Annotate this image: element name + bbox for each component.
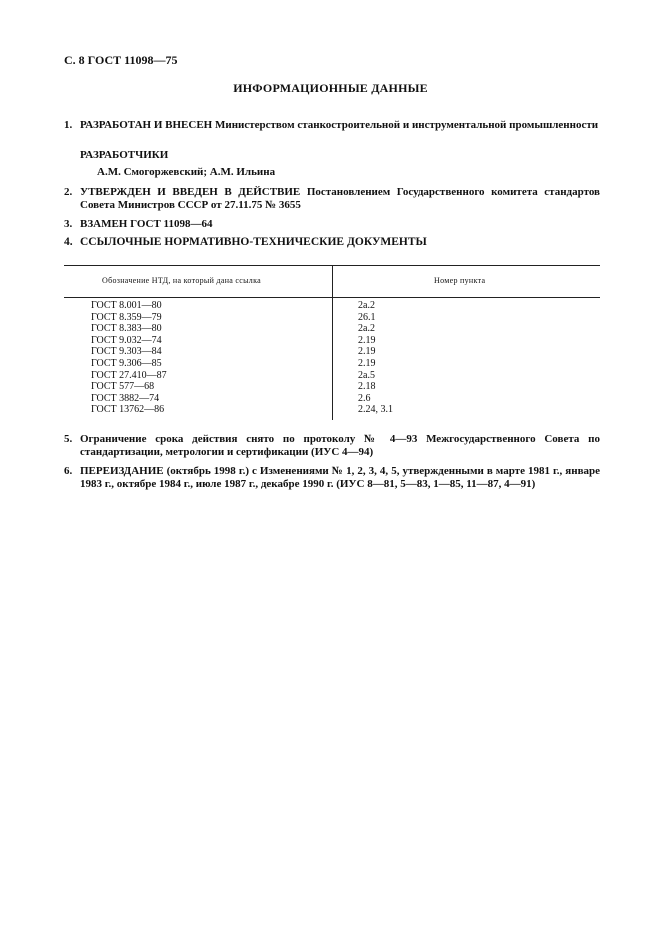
reference-doc: ГОСТ 577—68 — [91, 381, 155, 393]
reference-doc: ГОСТ 8.001—80 — [91, 300, 162, 311]
document-title: ИНФОРМАЦИОННЫЕ ДАННЫЕ — [233, 81, 428, 95]
reference-doc: ГОСТ 3882—74 — [91, 392, 160, 404]
item-number: 5. — [64, 433, 73, 445]
developers-heading: РАЗРАБОТЧИКИ — [80, 149, 169, 161]
reference-doc: ГОСТ 8.359—79 — [91, 311, 162, 323]
table-row — [64, 381, 600, 393]
reference-doc: ГОСТ 8.383—80 — [91, 323, 162, 335]
clause-number: 2а.2 — [358, 300, 375, 311]
clause-number: 2.19 — [358, 346, 376, 358]
item-lead: РАЗРАБОТАН И ВНЕСЕН — [80, 119, 213, 131]
table-row — [64, 335, 600, 347]
item-number: 6. — [64, 465, 73, 477]
info-item-2 — [64, 186, 600, 212]
clause-number: 2.18 — [358, 381, 376, 393]
table-row — [64, 358, 600, 370]
clause-number: 2.6 — [358, 392, 371, 404]
page-header: С. 8 ГОСТ 11098—75 — [64, 53, 178, 67]
clause-number: 2а.5 — [358, 369, 375, 381]
item-number: 2. — [64, 186, 73, 198]
reference-doc: ГОСТ 9.032—74 — [91, 334, 162, 346]
table-row — [64, 300, 600, 312]
info-item-3 — [64, 218, 600, 231]
table-row — [64, 346, 600, 358]
developers-list: А.М. Смогоржевский; А.М. Ильина — [97, 166, 276, 178]
item-lead: ВЗАМЕН ГОСТ 11098—64 — [80, 218, 213, 230]
item-text: Министерством станкостроительной и инструментальной промышленности — [214, 119, 599, 131]
item-lead: ПЕРЕИЗДАНИЕ — [80, 465, 164, 477]
table-header-clause: Номер пункта — [434, 276, 486, 285]
item-text: (октябрь 1998 г.) с Изменениями № 1, 2, 3, 4, 5, утвержденными в марте 1981 г., январе 1983 г., октябре 1984 г., июле 1987 г., декабре 1990 г. (ИУС 8—81, 5—83, 1—85, 11—87, 4—91) — [80, 465, 601, 490]
item-lead: УТВЕРЖДЕН И ВВЕДЕН В ДЕЙСТВИЕ — [80, 186, 301, 198]
clause-number: 2.19 — [358, 357, 376, 369]
table-row — [64, 370, 600, 382]
references-table — [64, 265, 600, 425]
table-row — [64, 404, 600, 416]
clause-number: 2.19 — [358, 334, 376, 346]
info-item-6 — [64, 465, 600, 491]
reference-doc: ГОСТ 9.306—85 — [91, 357, 162, 369]
clause-number: 26.1 — [358, 311, 376, 323]
info-item-1 — [64, 119, 600, 132]
reference-doc: ГОСТ 9.303—84 — [91, 346, 162, 358]
reference-doc: ГОСТ 13762—86 — [91, 404, 165, 416]
table-header-designation: Обозначение НТД, на который дана ссылка — [102, 276, 262, 285]
table-row — [64, 323, 600, 335]
info-item-4 — [64, 236, 600, 249]
reference-doc: ГОСТ 27.410—87 — [91, 369, 167, 381]
table-row — [64, 393, 600, 405]
item-number: 1. — [64, 119, 73, 131]
item-number: 4. — [64, 236, 73, 248]
clause-number: 2а.2 — [358, 323, 375, 335]
clause-number: 2.24, 3.1 — [358, 404, 393, 416]
table-body — [64, 300, 600, 416]
item-number: 3. — [64, 218, 73, 230]
info-item-5 — [64, 433, 600, 459]
item-text: Ограничение срока действия снято по протоколу № 4—93 Межгосударственного Совета по стандартизации, метрологии и сертификации (ИУС 4—94) — [80, 433, 600, 458]
item-text: Постановлением Государственного комитета стандартов Совета Министров СССР от 27.11.75 № 3655 — [80, 186, 601, 211]
item-lead: ССЫЛОЧНЫЕ НОРМАТИВНО-ТЕХНИЧЕСКИЕ ДОКУМЕНТЫ — [80, 236, 427, 248]
table-row — [64, 312, 600, 324]
